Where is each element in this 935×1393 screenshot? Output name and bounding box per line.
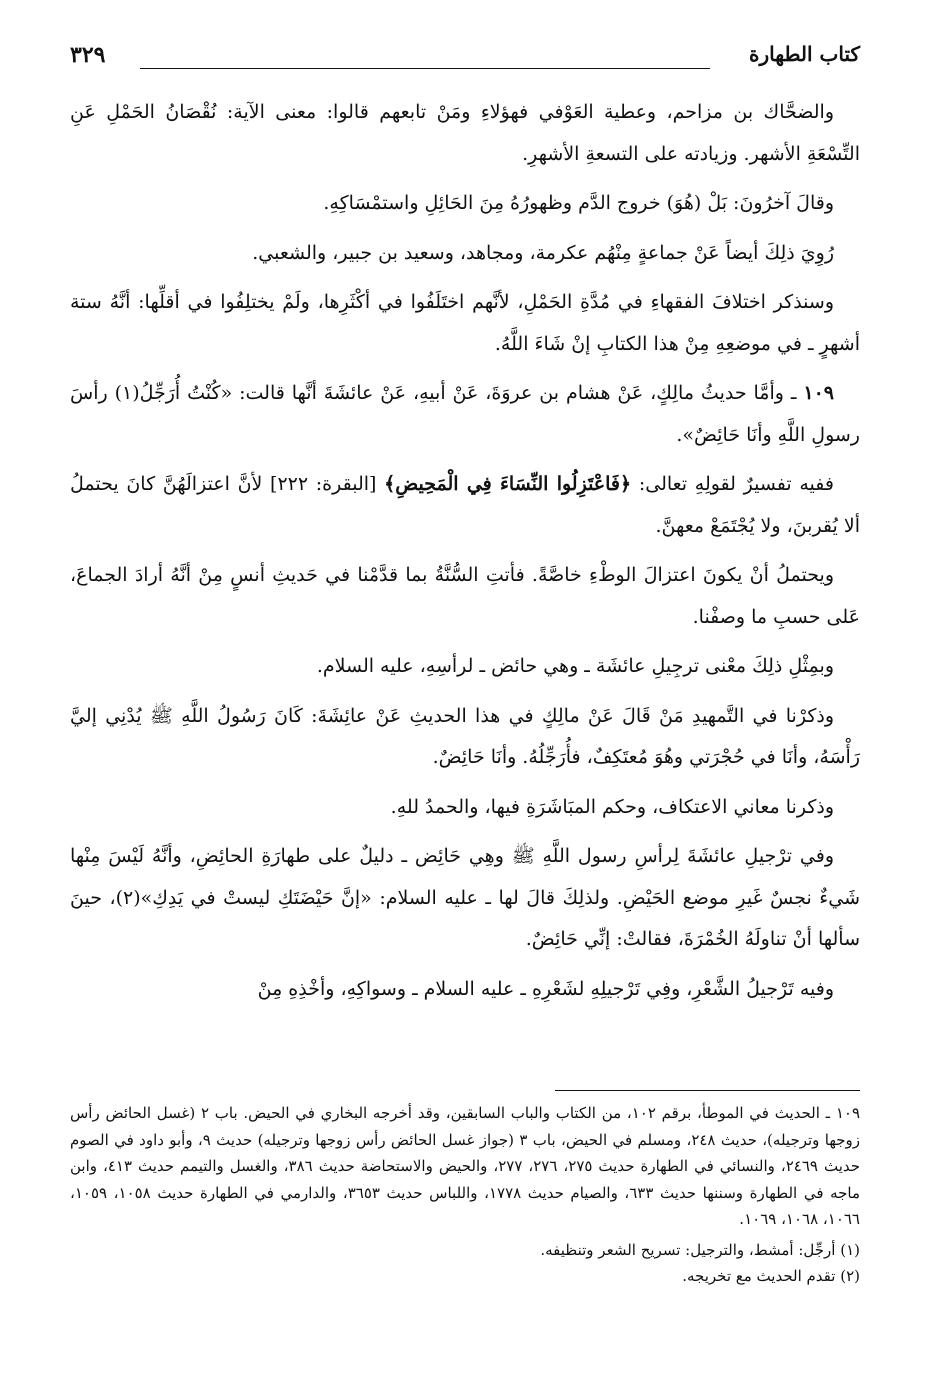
footnote-2: (٢) تقدم الحديث مع تخريجه. xyxy=(682,1267,860,1285)
tafsir-rest: [البقرة: ٢٢٢] لأنَّ اعتزالَهُنَّ كانَ يحتملُ ألا يُقربنَ، ولا يُجْتَمَعْ معهنَّ. xyxy=(70,473,860,537)
hadith-number: ١٠٩ xyxy=(803,382,834,404)
footnote-rule xyxy=(555,1090,860,1091)
header-rule xyxy=(140,68,710,69)
footnote-takhrij: ١٠٩ ـ الحديث في الموطأ، برقم ١٠٢، من الكتاب والباب السابقين، وقد أخرجه البخاري في الحيض. باب ٢ (غسل الحائض رأس زوجها وترجيله)، حديث ٢٤٨، ومسلم في الحيض، باب ٣ (جواز غسل الحائض رأس زوجها وترجيله) حديث ٩، وأبو داود في الصوم حديث ٢٤٦٩، والنسائي في الطهارة حديث ٢٧٥، ٢٧٦، ٢٧٧، والحيض والاستحاضة حديث ٣٨٦، والغسل والتيمم حديث ٤١٣، وابن ماجه في الطهارة وسننها حديث ٦٣٣، والصيام حديث ١٧٧٨، واللباس حديث ٣٦٥٣، والدارمي في الطهارة حديث ١٠٥٨، ١٠٥٩، ١٠٦٦، ١٠٦٨، ١٠٦٩. xyxy=(70,1104,861,1228)
hadith-text: ـ وأمَّا حديثُ مالِكٍ، عَنْ هشام بن عروَةَ، عَنْ أبيهِ، عَنْ عائشَةَ أنَّها قالت: «كُنْتُ أُرَجِّلُ(١) رأسَ رسولِ اللَّهِ وأنَا حَائِضٌ». xyxy=(70,382,860,446)
page-number: ٣٢٩ xyxy=(70,42,106,68)
paragraph-2: وقالَ آخرُونَ: بَلْ (هُوَ) خروج الدَّم وظهورُهُ مِنَ الحَائِلِ واستمْسَاكِهِ. xyxy=(323,192,834,214)
paragraph-11: وفي ترْجيلِ عائشَةَ لِرأسِ رسول اللَّهِ ﷺ وهِي حَائِض ـ دليلٌ على طهارَةِ الحائِضِ، وأنَّهُ لَيْسَ مِنْها شَيءٌ نجسٌ غَيرِ موضع الحَيْضِ. ولذلِكَ قالَ لها ـ عليه السلام: «إنَّ حَيْضَتَكِ ليستْ في يَدِكِ»(٢)، حينَ سألها أنْ تناولَهُ الخُمْرَةَ، فقالتْ: إنِّي حَائِضٌ. xyxy=(70,845,861,950)
paragraph-7: ويحتملُ أنْ يكونَ اعتزالَ الوطْءِ خاصَّةً. فأتتِ السُّنَّةُ بما قدَّمْنا في حَديثِ أنسٍ مِنْ أنَّهُ أرادَ الجماعَ، عَلى حسبِ ما وصفْنا. xyxy=(70,564,860,628)
main-text xyxy=(70,92,860,1018)
book-title: كتاب الطهارة xyxy=(749,42,860,66)
paragraph-12: وفيه تَرْجيلُ الشَّعْرِ، وفِي تَرْجيلِهِ لشَعْرِهِ ـ عليه السلام ـ وسواكِهِ، وأخْذِهِ مِنْ xyxy=(257,977,834,1000)
footnote-1: (١) أرجِّل: أمشط، والترجيل: تسريح الشعر وتنظيفه. xyxy=(540,1240,860,1259)
paragraph-hadith-109 xyxy=(70,373,860,456)
paragraph-10: وذكرنا معاني الاعتكاف، وحكم المبَاشَرَةِ فيها، والحمدُ للهِ. xyxy=(390,795,834,818)
paragraph-3: رُوِيَ ذلِكَ أيضاً عَنْ جماعةٍ مِنْهُم عكرمة، ومجاهد، وسعيد بن جبير، والشعبي. xyxy=(252,241,834,264)
paragraph-8: وبمِثْلِ ذلِكَ معْنى ترجِيلِ عائشَة ـ وهي حائض ـ لرأسِهِ، عليه السلام. xyxy=(316,655,834,677)
running-header xyxy=(70,40,860,74)
tafsir-intro: ففيه تفسيرٌ لقولِهِ تعالى: xyxy=(638,473,834,495)
paragraph-6 xyxy=(70,464,860,547)
footnotes xyxy=(70,1100,860,1290)
paragraph-1: والضحَّاك بن مزاحم، وعطية العَوْفي فهؤلاءِ ومَنْ تابعهم قالوا: معنى الآية: نُقْصَانُ الحَمْلِ عَنِ التِّسْعَةِ الأشهر. وزيادته على التسعةِ الأشهرِ. xyxy=(70,101,860,165)
quran-verse: ﴿فَاعْتَزِلُوا النِّسَاءَ فِي الْمَحِيضِ﴾ xyxy=(384,473,632,495)
paragraph-4: وسنذكر اختلافَ الفقهاءِ في مُدَّةِ الحَمْلِ، لأنَّهم اختَلَفُوا في أكْثَرِها، ولَمْ يختلِفُوا في أقلِّها: أنَّهُ ستة أشهرٍ ـ في موضعِهِ مِنْ هذا الكتابِ إنْ شَاءَ اللَّهُ. xyxy=(70,291,860,355)
paragraph-9: وذكرْنا في التَّمهيدِ مَنْ قَالَ عَنْ مالِكٍ في هذا الحديثِ عَنْ عائِشَةَ: كَانَ رَسُولُ اللَّهِ ﷺ يُدْنِي إليَّ رَأْسَهُ، وأنَا في حُجْرَتي وهُوَ مُعتَكِفٌ، فأُرَجِّلُهُ. وأنَا حَائِضٌ. xyxy=(70,704,860,768)
